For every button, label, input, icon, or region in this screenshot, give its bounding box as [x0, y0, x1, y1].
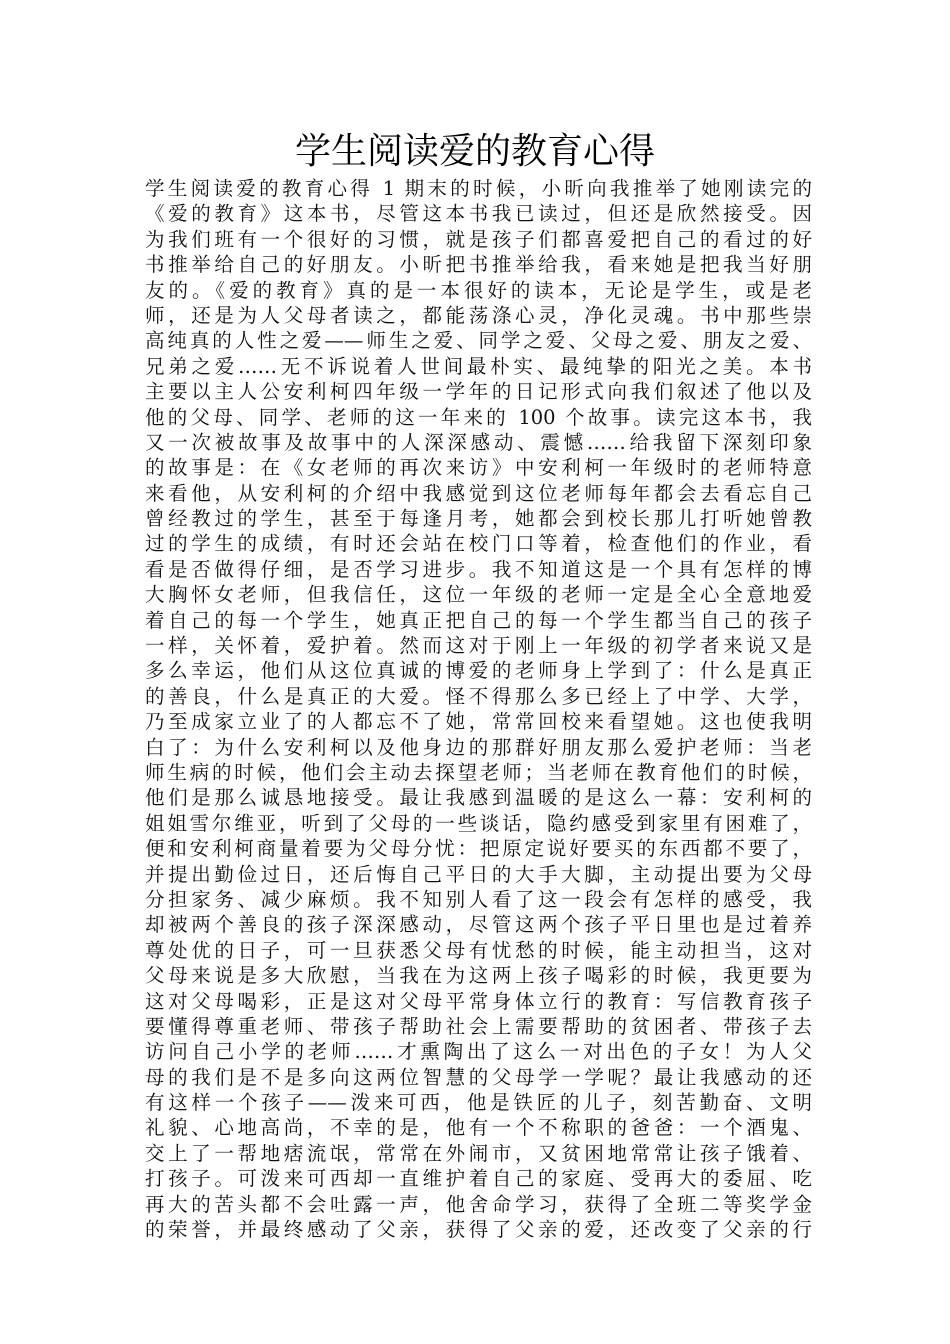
body-line: 打孩子。可泼来可西却一直维护着自己的家庭、受再大的委屈、吃 [145, 1167, 812, 1191]
body-line: 的故事是：在《女老师的再次来访》中安利柯一年级时的老师特意 [145, 456, 812, 480]
body-line: 又一次被故事及故事中的人深深感动、震憾……给我留下深刻印象 [145, 430, 812, 454]
body-line: 友的。《爱的教育》真的是一本很好的读本，无论是学生，或是老 [145, 278, 812, 302]
body-line: 的荣誉，并最终感动了父亲，获得了父亲的爱，还改变了父亲的行 [145, 1218, 812, 1242]
body-line: 师生病的时候，他们会主动去探望老师；当老师在教育他们的时候， [145, 760, 812, 784]
body-line: 尊处优的日子，可一旦获悉父母有忧愁的时候，能主动担当，这对 [145, 938, 812, 962]
body-line: 分担家务、减少麻烦。我不知别人看了这一段会有怎样的感受，我 [145, 887, 812, 911]
body-line: 看是否做得仔细，是否学习进步。我不知道这是一个具有怎样的博 [145, 557, 812, 581]
body-line: 父母来说是多大欣慰，当我在为这两上孩子喝彩的时候，我更要为 [145, 964, 812, 988]
body-line: 并提出勤俭过日，还后悔自己平日的大手大脚，主动提出要为父母 [145, 862, 812, 886]
body-line: 这对父母喝彩，正是这对父母平常身体立行的教育：写信教育孩子 [145, 989, 812, 1013]
body-line: 他的父母、同学、老师的这一年来的 100 个故事。读完这本书，我 [145, 405, 812, 429]
body-line: 却被两个善良的孩子深深感动，尽管这两个孩子平日里也是过着养 [145, 913, 812, 937]
body-line: 再大的苦头都不会吐露一声，他舍命学习，获得了全班二等奖学金 [145, 1192, 812, 1216]
body-line: 《爱的教育》这本书，尽管这本书我已读过，但还是欣然接受。因 [145, 202, 812, 226]
body-line: 姐姐雪尔维亚，听到了父母的一些谈话，隐约感受到家里有困难了， [145, 811, 812, 835]
body-line: 曾经教过的学生，甚至于每逢月考，她都会到校长那儿打听她曾教 [145, 507, 812, 531]
body-line: 过的学生的成绩，有时还会站在校门口等着，检查他们的作业，看 [145, 532, 812, 556]
body-line: 礼貌、心地高尚，不幸的是，他有一个不称职的爸爸：一个酒鬼、 [145, 1116, 812, 1140]
body-line: 的善良，什么是真正的大爱。怪不得那么多已经上了中学、大学， [145, 684, 812, 708]
body-line: 多么幸运，他们从这位真诚的博爱的老师身上学到了：什么是真正 [145, 659, 812, 683]
body-line: 高纯真的人性之爱——师生之爱、同学之爱、父母之爱、朋友之爱、 [145, 329, 812, 353]
body-line: 主要以主人公安利柯四年级一学年的日记形式向我们叙述了他以及 [145, 380, 812, 404]
body-line: 一样，关怀着，爱护着。然而这对于刚上一年级的初学者来说又是 [145, 634, 812, 658]
body-line: 便和安利柯商量着要为父母分忧：把原定说好要买的东西都不要了， [145, 837, 812, 861]
body-line: 白了：为什么安利柯以及他身边的那群好朋友那么爱护老师：当老 [145, 735, 812, 759]
body-line: 大胸怀女老师，但我信任，这位一年级的老师一定是全心全意地爱 [145, 583, 812, 607]
body-line: 有这样一个孩子——泼来可西，他是铁匠的儿子，刻苦勤奋、文明 [145, 1091, 812, 1115]
body-line: 着自己的每一个学生，她真正把自己的每一个学生都当自己的孩子 [145, 608, 812, 632]
body-line: 师，还是为人父母者读之，都能荡涤心灵，净化灵魂。书中那些崇 [145, 303, 812, 327]
body-line: 交上了一帮地痞流氓，常常在外闹市，又贫困地常常让孩子饿着、 [145, 1141, 812, 1165]
body-line: 来看他，从安利柯的介绍中我感觉到这位老师每年都会去看忘自己 [145, 481, 812, 505]
body-line: 兄弟之爱……无不诉说着人世间最朴实、最纯挚的阳光之美。本书 [145, 354, 812, 378]
body-line: 访问自己小学的老师……才熏陶出了这么一对出色的子女！为人父 [145, 1040, 812, 1064]
document-title: 学生阅读爱的教育心得 [294, 131, 655, 172]
body-line: 母的我们是不是多向这两位智慧的父母学一学呢？最让我感动的还 [145, 1065, 812, 1089]
body-line: 乃至成家立业了的人都忘不了她，常常回校来看望她。这也使我明 [145, 710, 812, 734]
body-line: 要懂得尊重老师、带孩子帮助社会上需要帮助的贫困者、带孩子去 [145, 1014, 812, 1038]
body-line: 为我们班有一个很好的习惯，就是孩子们都喜爱把自己的看过的好 [145, 227, 812, 251]
body-line: 他们是那么诚恳地接受。最让我感到温暖的是这么一幕：安利柯的 [145, 786, 812, 810]
body-line: 书推举给自己的好朋友。小昕把书推举给我，看来她是把我当好朋 [145, 253, 812, 277]
document-body [145, 176, 812, 1242]
body-line: 学生阅读爱的教育心得 1 期末的时候，小昕向我推举了她刚读完的 [145, 177, 812, 200]
